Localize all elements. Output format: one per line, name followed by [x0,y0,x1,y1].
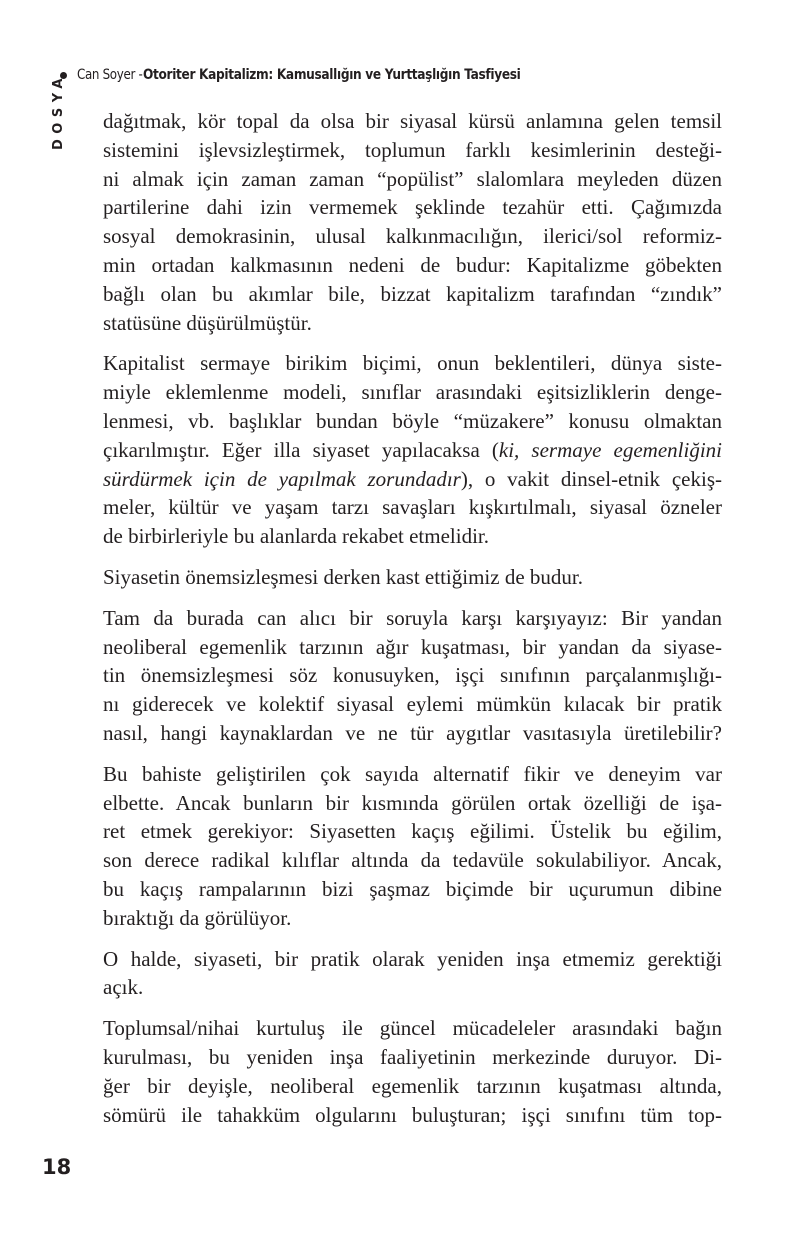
text-line: tin önemsizleşmesi söz konusuyken, işçi sınıfının parçalanmışlığı- [103,663,722,688]
text-line: son derece radikal kılıflar altında da tedavüle sokulabiliyor. Ancak, [103,848,722,873]
text-line: açık. [103,975,144,1000]
paragraph-7 [103,1014,722,1129]
paragraph-4 [103,604,722,748]
text-line: nasıl, hangi kaynaklardan ve ne tür aygıtlar vasıtasıyla üretilebilir? [103,720,722,745]
text-line: bu kaçış rampalarının bizi şaşmaz biçimde bir uçurumun dibine [103,876,722,901]
header-author: Can Soyer - [77,67,143,83]
italic-aside: sürdürmek için de yapılmak zorundadır [103,466,461,491]
header-title: Otoriter Kapitalizm: Kamusallığın ve Yurttaşlığın Tasfiyesi [142,67,521,83]
text-line: sistemini işlevsizleştirmek, toplumun farklı kesimlerinin desteği- [103,137,722,162]
page-number: 18 [42,1155,72,1179]
article-body [103,107,722,1141]
paragraph-6 [103,945,722,1003]
text-line: min ortadan kalkmasının nedeni de budur: Kapitalizme göbekten [103,252,722,277]
text-line: lenmesi, vb. başlıklar bundan böyle “müzakere” konusu olmaktan [103,408,722,433]
italic-aside: ki, sermaye egemenliğini [498,437,722,462]
text-line: neoliberal egemenlik tarzının ağır kuşatması, bir yandan da siyase- [103,634,722,659]
text-line: Siyasetin önemsizleşmesi derken kast ettiğimiz de budur. [103,564,583,589]
text-line: ret etmek gerekiyor: Siyasetten kaçış eğilimi. Üstelik bu eğilim, [103,819,722,844]
text-line: O halde, siyaseti, bir pratik olarak yeniden inşa etmemiz gerektiği [103,946,722,971]
text-line: Toplumsal/nihai kurtuluş ile güncel mücadeleler arasındaki bağın [103,1016,722,1041]
section-label: DOSYA [51,73,66,150]
text-line: sosyal demokrasinin, ulusal kalkınmacılığın, ilerici/sol reformiz- [103,224,722,249]
text-line: de birbirleriyle bu alanlarda rekabet etmelidir. [103,524,489,549]
paragraph-2 [103,349,722,551]
text-line: ğer bir deyişle, neoliberal egemenlik tarzının kuşatması altında, [103,1073,722,1098]
text-line: Kapitalist sermaye birikim biçimi, onun beklentileri, dünya siste- [103,351,722,376]
text-line: miyle eklemlenme modeli, sınıflar arasındaki eşitsizliklerin denge- [103,380,722,405]
text-line: elbette. Ancak bunların bir kısmında görülen ortak özelliği de işa- [103,790,722,815]
text-line: sürdürmek için de yapılmak zorundadır), o vakit dinsel-etnik çekiş- [103,466,722,491]
text-line: çıkarılmıştır. Eğer illa siyaset yapılacaksa (ki, sermaye egemenliğini [103,437,722,462]
paragraph-5 [103,760,722,933]
text-line: meler, kültür ve yaşam tarzı savaşları kışkırtılmalı, siyasal özneler [103,495,722,520]
text-line: bıraktığı da görülüyor. [103,905,292,930]
text-line: bağlı olan bu akımlar bile, bizzat kapitalizm tarafından “zındık” [103,281,722,306]
text-line: Tam da burada can alıcı bir soruyla karşı karşıyayız: Bir yandan [103,605,722,630]
text-line: nı giderecek ve kolektif siyasal eylemi mümkün kılacak bir pratik [103,692,722,717]
text-line: partilerine dahi izin vermemek şeklinde tezahür etti. Çağımızda [103,195,722,220]
paragraph-3 [103,563,722,592]
text-line: kurulması, bu yeniden inşa faaliyetinin merkezinde duruyor. Di- [103,1044,722,1069]
text-line: ni almak için zaman zaman “popülist” slalomlara meyleden düzen [103,166,722,191]
text-line: sömürü ile tahakküm olgularını buluşturan; işçi sınıfını tüm top- [103,1102,722,1127]
text-line: dağıtmak, kör topal da olsa bir siyasal kürsü anlamına gelen temsil [103,109,722,133]
text-line: statüsüne düşürülmüştür. [103,310,312,335]
text-line: Bu bahiste geliştirilen çok sayıda alternatif fikir ve deneyim var [103,761,722,786]
paragraph-1 [103,107,722,337]
running-header [58,63,592,87]
